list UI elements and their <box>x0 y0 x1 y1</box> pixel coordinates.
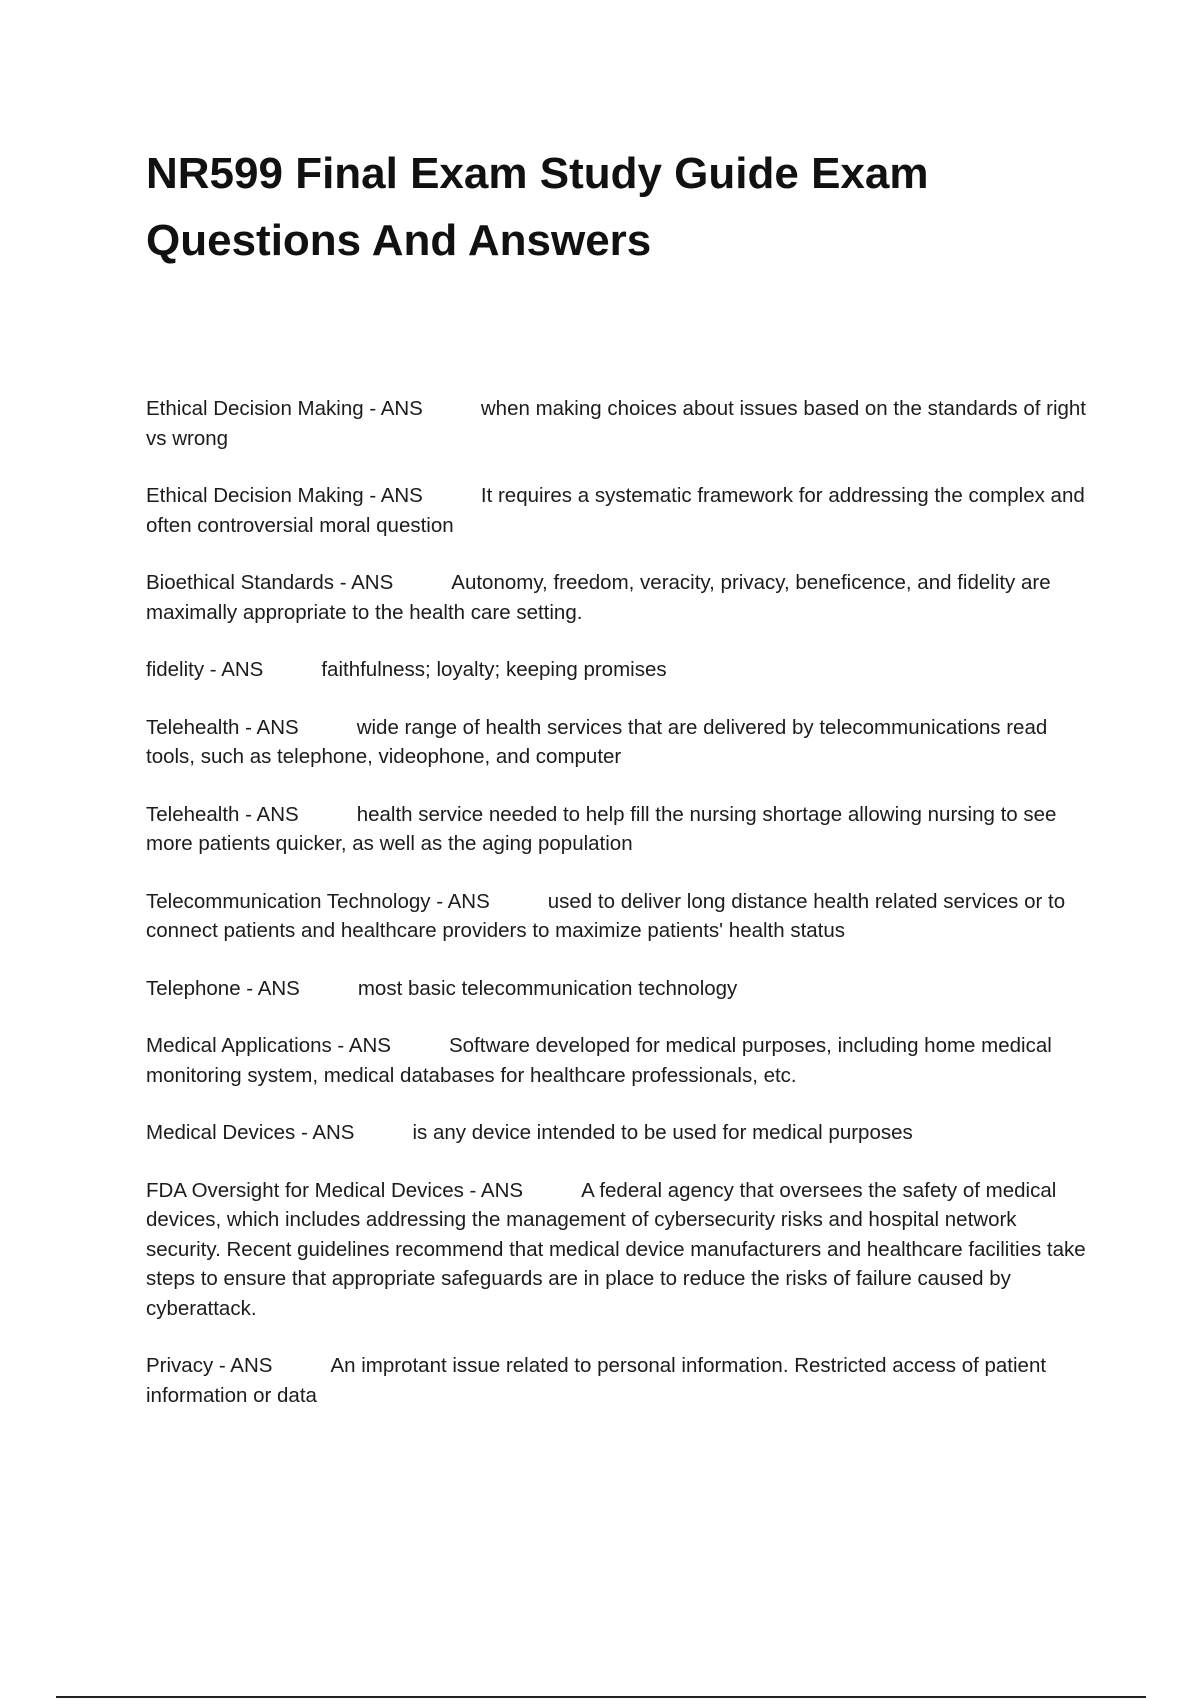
entry-definition: most basic telecommunication technology <box>357 976 738 1000</box>
entry-definition: Software developed for medical purposes, including home medical monitoring system, medical databases for healthcare professionals, etc. <box>146 1034 1052 1087</box>
footer-divider <box>56 1696 1146 1698</box>
entry-term: Ethical Decision Making - ANS <box>146 484 423 507</box>
entry-definition: faithfulness; loyalty; keeping promises <box>321 658 667 681</box>
entry-term: Telephone - ANS <box>146 976 300 1000</box>
entry-term: Telecommunication Technology - ANS <box>146 889 490 913</box>
entry-term: Bioethical Standards - ANS <box>146 571 394 594</box>
entry-definition: health service needed to help fill the nursing shortage allowing nursing to see more patients quicker, as well as the aging population <box>146 802 1057 855</box>
entry-definition: Autonomy, freedom, veracity, privacy, beneficence, and fidelity are maximally appropriate to the health care setting. <box>146 571 1051 624</box>
list-item <box>146 800 1096 859</box>
document-title: NR599 Final Exam Study Guide Exam Questions And Answers <box>146 149 929 265</box>
entry-term: Privacy - ANS <box>146 1354 273 1377</box>
entry-term: Telehealth - ANS <box>146 802 299 826</box>
entry-definition: An improtant issue related to personal information. Restricted access of patient information or data <box>146 1354 1047 1407</box>
list-item <box>146 713 1096 772</box>
entry-definition: when making choices about issues based on the standards of right vs wrong <box>146 397 1086 450</box>
entry-term: Telehealth - ANS <box>146 715 299 739</box>
entry-term: Medical Applications - ANS <box>146 1034 391 1057</box>
entry-definition: is any device intended to be used for medical purposes <box>412 1121 913 1144</box>
list-item <box>146 887 1096 946</box>
list-item <box>146 394 1096 453</box>
entry-term: Medical Devices - ANS <box>146 1121 355 1144</box>
list-item <box>146 1351 1096 1410</box>
entry-definition: It requires a systematic framework for addressing the complex and often controversial moral question <box>146 484 1085 537</box>
entry-definition: A federal agency that oversees the safety of medical devices, which includes addressing the management of cybersecurity risks and hospital network security. Recent guidelines recommend that medical device manufacturers and healthcare facilities take steps to ensure that appropriate safeguards are in place to reduce the risks of failure caused by cyberattack. <box>146 1178 1086 1320</box>
entry-term: Ethical Decision Making - ANS <box>146 397 423 420</box>
entry-term: fidelity - ANS <box>146 658 264 681</box>
list-item <box>146 481 1096 540</box>
list-item <box>146 1176 1096 1324</box>
entry-term: FDA Oversight for Medical Devices - ANS <box>146 1178 524 1202</box>
list-item <box>146 974 1096 1004</box>
entry-list <box>146 394 1096 1438</box>
list-item <box>146 655 1096 685</box>
entry-definition: used to deliver long distance health related services or to connect patients and healthcare providers to maximize patients' health status <box>146 889 1066 942</box>
list-item <box>146 568 1096 627</box>
list-item <box>146 1031 1096 1090</box>
list-item <box>146 1118 1096 1148</box>
entry-definition: wide range of health services that are delivered by telecommunications read tools, such as telephone, videophone, and computer <box>146 715 1048 768</box>
